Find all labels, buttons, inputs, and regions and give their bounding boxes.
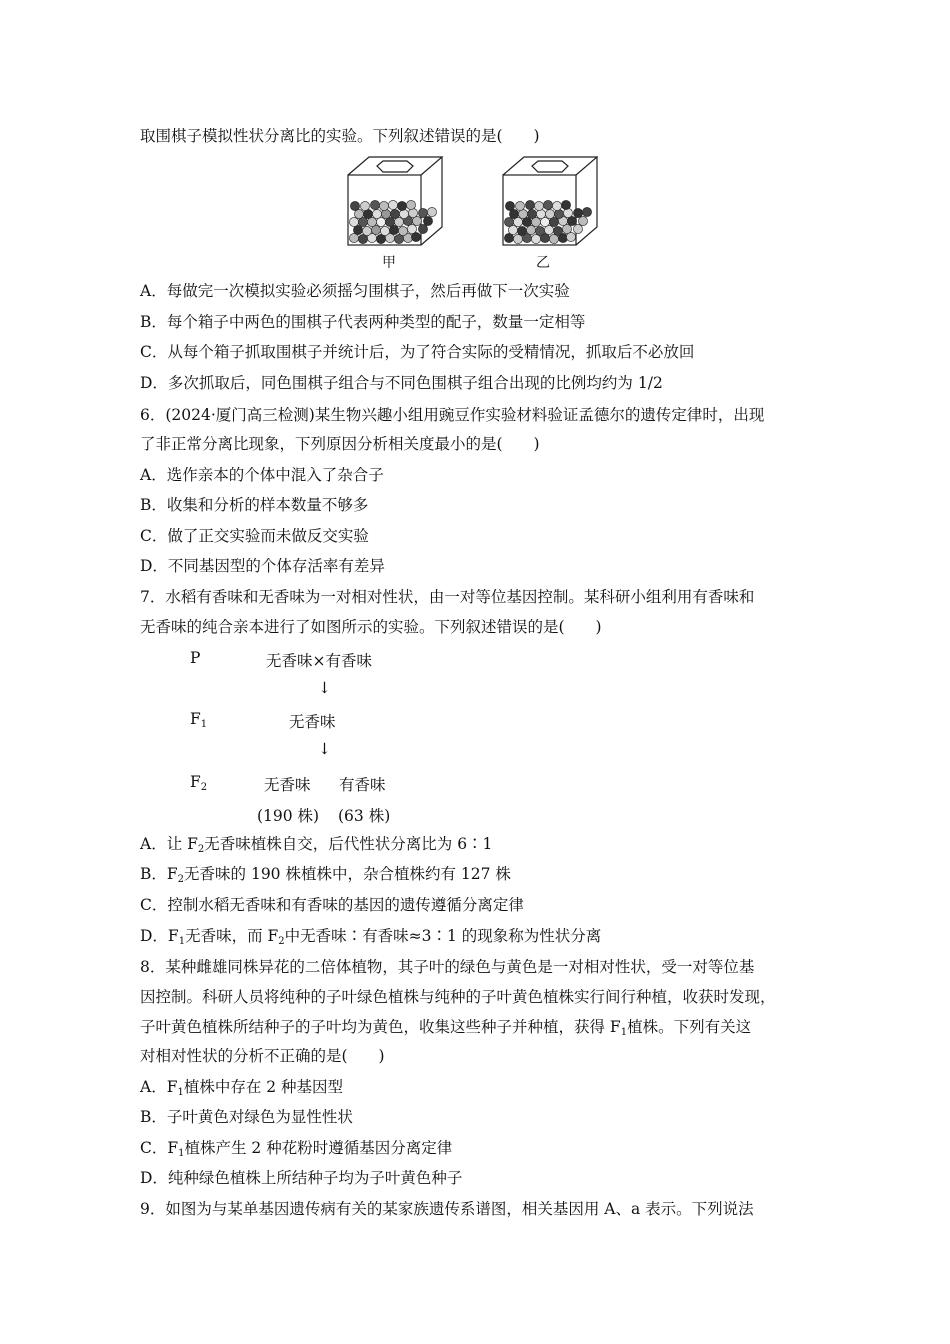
- cross-f2-count-a: (190 株): [257, 807, 320, 825]
- cross-f2-phenotype-a: 无香味: [264, 776, 311, 794]
- cross-f1-phenotype: 无香味: [289, 713, 336, 731]
- q8-option-d: D．纯种绿色植株上所结种子均为子叶黄色种子: [140, 1169, 463, 1187]
- q7-option-c: C．控制水稻无香味和有香味的基因的遗传遵循分离定律: [140, 896, 524, 914]
- q7-stem-line1: 7．水稻有香味和无香味为一对相对性状，由一对等位基因控制。某科研小组利用有香味和: [140, 588, 755, 606]
- box-jia-label: 甲: [382, 255, 396, 271]
- cross-f1-label: $F_1$: [190, 710, 208, 730]
- q9-stem-line1: 9．如图为与某单基因遗传病有关的某家族遗传系谱图，相关基因用 A、a 表示。下列说法: [140, 1200, 754, 1218]
- q7-option-d: D．$F_1$无香味，而 $F_2$中无香味∶有香味≈3∶1 的现象称为性状分离: [140, 927, 602, 947]
- q6-option-b: B．收集和分析的样本数量不够多: [140, 496, 369, 514]
- q8-option-b: B．子叶黄色对绿色为显性性状: [140, 1108, 353, 1126]
- q5-option-d: D．多次抓取后，同色围棋子组合与不同色围棋子组合出现的比例均约为 1/2: [140, 374, 663, 392]
- q5-option-a: A．每做完一次模拟实验必须摇匀围棋子，然后再做下一次实验: [140, 282, 570, 300]
- q8-stem-line1: 8．某种雌雄同株异花的二倍体植物，其子叶的绿色与黄色是一对相对性状，受一对等位基: [140, 958, 755, 976]
- q5-stem: 取围棋子模拟性状分离比的实验。下列叙述错误的是( ): [140, 127, 540, 145]
- box-yi-figure: [500, 155, 600, 250]
- cross-arrow-2: ↓: [318, 740, 331, 758]
- cross-arrow-1: ↓: [318, 679, 331, 697]
- q6-stem-line1: 6．(2024·厦门高三检测)某生物兴趣小组用豌豆作实验材料验证孟德尔的遗传定律时，出现: [140, 406, 765, 424]
- q8-stem-line2: 因控制。科研人员将纯种的子叶绿色植株与纯种的子叶黄色植株实行间行种植，收获时发现，: [140, 988, 776, 1006]
- q6-stem-line2: 了非正常分离比现象，下列原因分析相关度最小的是( ): [140, 435, 540, 453]
- q6-option-a: A．选作亲本的个体中混入了杂合子: [140, 466, 384, 484]
- q5-option-c: C．从每个箱子抓取围棋子并统计后，为了符合实际的受精情况，抓取后不必放回: [140, 343, 695, 361]
- cross-p-parents: 无香味×有香味: [266, 652, 372, 670]
- cross-p-label: P: [190, 649, 201, 667]
- cross-f2-label: $F_2$: [190, 773, 208, 793]
- q6-option-d: D．不同基因型的个体存活率有差异: [140, 557, 385, 575]
- q8-option-a: A．$F_1$植株中存在 2 种基因型: [140, 1078, 344, 1098]
- q6-option-c: C．做了正交实验而未做反交实验: [140, 527, 369, 545]
- cross-f2-phenotype-b: 有香味: [339, 776, 386, 794]
- box-yi-label: 乙: [536, 255, 550, 271]
- q7-stem-line2: 无香味的纯合亲本进行了如图所示的实验。下列叙述错误的是( ): [140, 618, 602, 636]
- q8-stem-line4: 对相对性状的分析不正确的是( ): [140, 1047, 385, 1065]
- box-jia-figure: [345, 155, 445, 250]
- q7-option-a: A．让 $F_2$无香味植株自交，后代性状分离比为 6∶1: [140, 835, 493, 855]
- q5-option-b: B．每个箱子中两色的围棋子代表两种类型的配子，数量一定相等: [140, 313, 586, 331]
- cross-f2-count-b: (63 株): [338, 807, 391, 825]
- q8-stem-line3: 子叶黄色植株所结种子的子叶均为黄色，收集这些种子并种植，获得 $F_1$植株。下列有关这: [140, 1018, 752, 1038]
- q7-option-b: B．$F_2$无香味的 190 株植株中，杂合植株约有 127 株: [140, 865, 511, 885]
- q8-option-c: C．$F_1$植株产生 2 种花粉时遵循基因分离定律: [140, 1139, 453, 1159]
